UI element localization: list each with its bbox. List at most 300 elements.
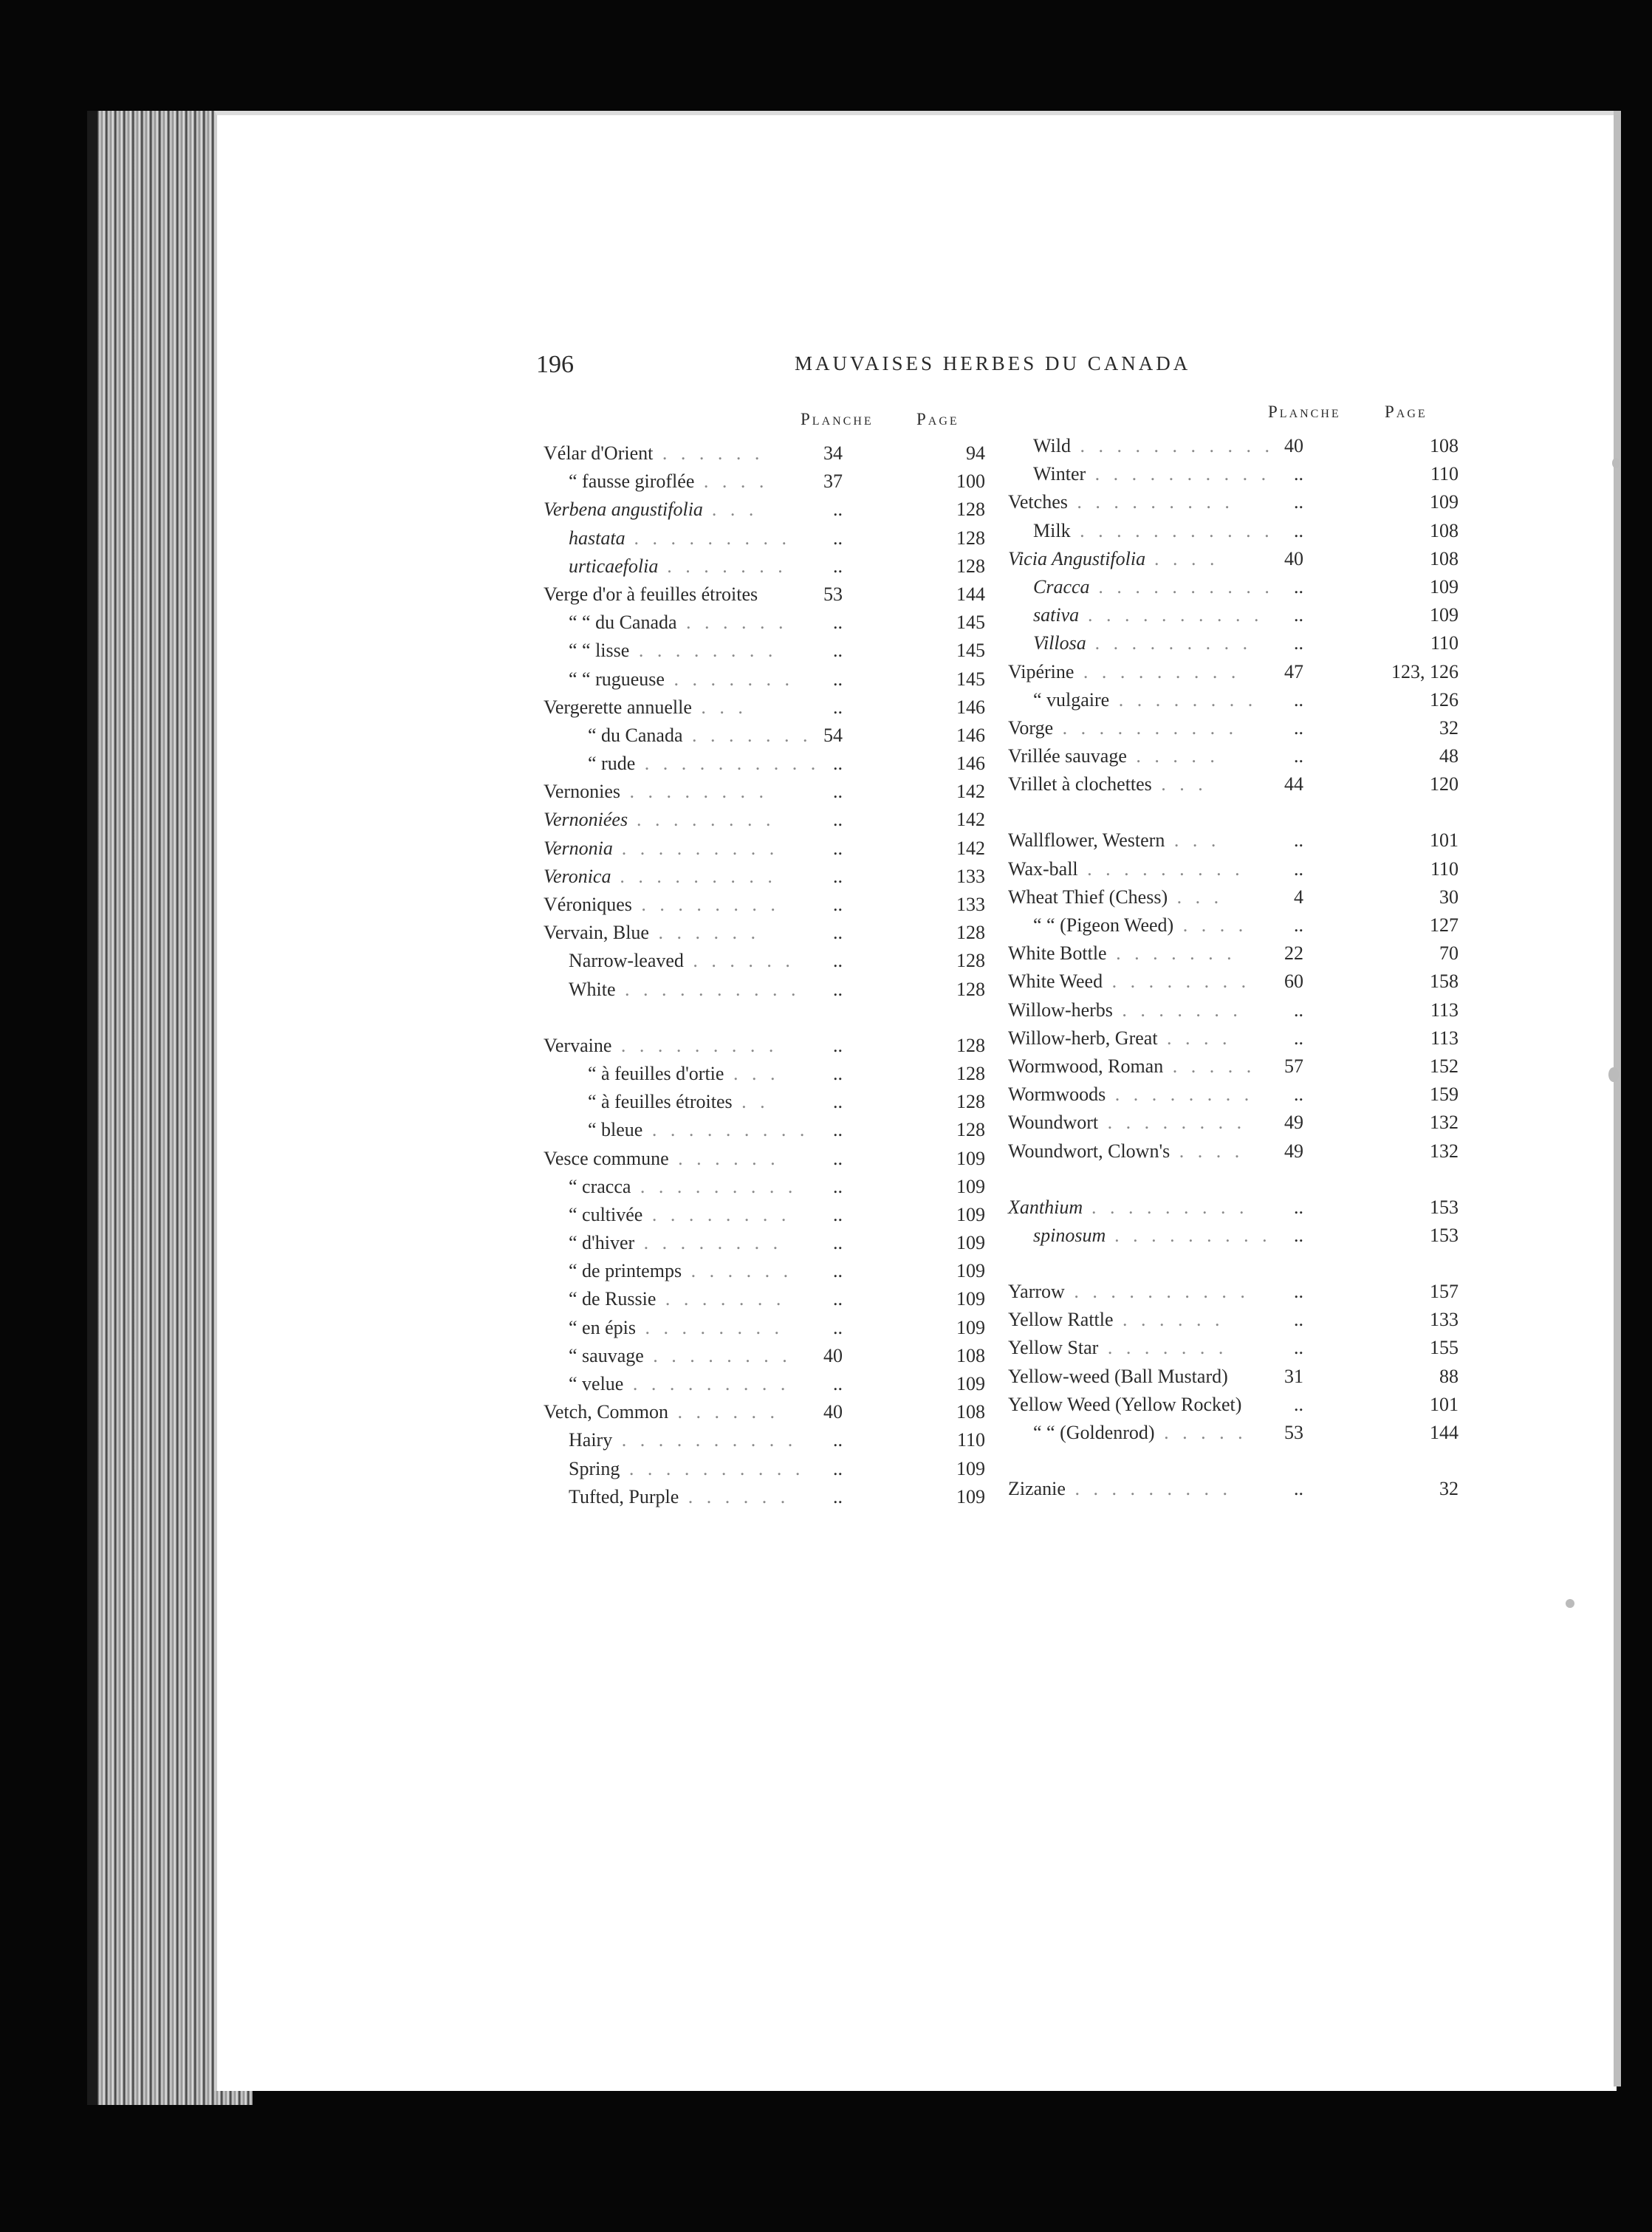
index-entry: [544, 468, 994, 496]
entry-label: sativa . . . . . . . . . .: [1033, 604, 1264, 626]
index-entry: [1008, 488, 1462, 516]
index-entry: [1008, 855, 1462, 883]
index-entry: [1008, 1363, 1462, 1391]
index-entry: [1008, 883, 1462, 911]
index-entry: [544, 552, 994, 581]
entry-page: 153: [1430, 1196, 1459, 1218]
entry-label: “ cracca . . . . . . . . .: [569, 1175, 798, 1197]
entry-planche: 34: [823, 442, 843, 464]
column-headings-left: [544, 410, 994, 439]
entry-planche: ..: [1294, 1224, 1303, 1246]
index-entry: [544, 1398, 994, 1426]
index-entry: [1008, 1278, 1462, 1306]
entry-page: 110: [1430, 857, 1459, 880]
entry-planche: ..: [1294, 829, 1303, 852]
index-entry: [1008, 1222, 1462, 1250]
entry-page: 30: [1439, 886, 1459, 908]
entry-planche: ..: [1294, 1196, 1303, 1218]
entry-page: 110: [1430, 632, 1459, 654]
entry-label: Verge d'or à feuilles étroites: [544, 583, 758, 605]
entry-page: 32: [1439, 1478, 1459, 1500]
entry-planche: 40: [1284, 547, 1303, 569]
entry-label: Vetches . . . . . . . . .: [1008, 491, 1234, 513]
entry-page: 157: [1430, 1281, 1459, 1303]
index-entry: [544, 1314, 994, 1342]
index-entry: [544, 1257, 994, 1285]
index-entry: [544, 1201, 994, 1229]
entry-page: 109: [1430, 575, 1459, 598]
index-entry: [1008, 1137, 1462, 1165]
entry-planche: ..: [1294, 688, 1303, 711]
entry-label: Vrillet à clochettes . . .: [1008, 773, 1207, 795]
entry-planche: ..: [833, 922, 843, 944]
entry-label: “ bleue . . . . . . . . .: [588, 1119, 809, 1141]
entry-planche: ..: [833, 1485, 843, 1507]
entry-label: Wormwood, Roman . . . . .: [1008, 1055, 1256, 1077]
entry-planche: ..: [833, 950, 843, 972]
index-entry: [544, 609, 994, 637]
entry-page: 128: [956, 499, 985, 521]
entry-planche: ..: [833, 1288, 843, 1310]
index-entry: [1008, 1081, 1462, 1109]
entry-planche: ..: [1294, 1281, 1303, 1303]
index-entry: [1008, 968, 1462, 996]
entry-planche: ..: [833, 1232, 843, 1254]
entry-page: 108: [1430, 519, 1459, 541]
entry-page: 133: [956, 865, 985, 887]
entry-planche: ..: [1294, 857, 1303, 880]
entry-planche: 57: [1284, 1055, 1303, 1077]
entry-page: 159: [1430, 1084, 1459, 1106]
entry-label: Vrillée sauvage . . . . .: [1008, 745, 1219, 767]
entry-planche: 4: [1294, 886, 1303, 908]
planche-heading: Planche: [1268, 403, 1341, 421]
index-entry: [544, 1173, 994, 1201]
entry-label: Narrow-leaved . . . . . .: [569, 950, 795, 972]
entry-planche: ..: [833, 1062, 843, 1084]
entry-planche: ..: [833, 1119, 843, 1141]
entry-page: 109: [956, 1373, 985, 1394]
entry-label: hastata . . . . . . . . .: [569, 527, 792, 549]
entry-planche: 53: [823, 583, 843, 605]
index-section-gap: [1008, 798, 1462, 826]
entry-planche: ..: [1294, 914, 1303, 936]
entry-label: “ “ lisse . . . . . . . .: [569, 640, 778, 662]
entry-label: Véroniques . . . . . . . .: [544, 894, 780, 915]
index-entry: [544, 1088, 994, 1116]
entry-label: Vernoniées . . . . . . . .: [544, 809, 776, 831]
page-number: 196: [536, 351, 574, 378]
index-column-right: [1008, 403, 1462, 1503]
index-entry: [544, 1285, 994, 1313]
book-spine-edge: [1614, 111, 1621, 2086]
entry-label: “ sauvage . . . . . . . .: [569, 1344, 792, 1366]
index-entry: [544, 665, 994, 694]
page-speck: [1612, 458, 1620, 468]
entry-planche: ..: [833, 1203, 843, 1225]
entry-page: 109: [956, 1457, 985, 1479]
entry-planche: 37: [823, 470, 843, 493]
entry-label: spinosum . . . . . . . . .: [1033, 1224, 1272, 1246]
entry-planche: 44: [1284, 773, 1303, 795]
entry-label: “ à feuilles d'ortie . . .: [588, 1062, 780, 1084]
entry-planche: ..: [833, 1091, 843, 1113]
entry-page: 108: [956, 1344, 985, 1366]
entry-planche: ..: [1294, 575, 1303, 598]
entry-planche: ..: [1294, 604, 1303, 626]
index-entry: [1008, 1306, 1462, 1334]
page-heading: Page: [916, 410, 959, 428]
index-entry: [1008, 517, 1462, 545]
entry-label: Wormwoods . . . . . . . .: [1008, 1084, 1254, 1106]
index-entry: [544, 694, 994, 722]
entry-page: 70: [1439, 942, 1459, 965]
entry-page: 132: [1430, 1140, 1459, 1162]
entry-label: “ “ (Goldenrod) . . . . .: [1033, 1422, 1247, 1443]
entry-page: 128: [956, 1091, 985, 1113]
entry-page: 88: [1439, 1365, 1459, 1387]
entry-planche: ..: [1294, 519, 1303, 541]
index-entry: [1008, 911, 1462, 939]
entry-page: 133: [1430, 1309, 1459, 1331]
index-entry: [1008, 573, 1462, 601]
entry-label: “ de Russie . . . . . . .: [569, 1288, 786, 1310]
entry-label: Woundwort, Clown's . . . .: [1008, 1140, 1244, 1162]
entry-label: Tufted, Purple . . . . . .: [569, 1485, 790, 1507]
entry-page: 128: [956, 978, 985, 1000]
entry-page: 123, 126: [1391, 660, 1459, 682]
entry-planche: ..: [833, 1175, 843, 1197]
entry-page: 109: [956, 1232, 985, 1254]
index-entry: [1008, 742, 1462, 770]
entry-label: Yellow-weed (Ball Mustard): [1008, 1365, 1228, 1387]
entry-page: 101: [1430, 1393, 1459, 1415]
entry-planche: ..: [833, 1147, 843, 1169]
entry-label: Woundwort . . . . . . . .: [1008, 1112, 1247, 1134]
entry-label: “ “ (Pigeon Weed) . . . .: [1033, 914, 1248, 936]
entry-page: 109: [956, 1175, 985, 1197]
entry-label: Wax-ball . . . . . . . . .: [1008, 857, 1244, 880]
index-entry: [1008, 1194, 1462, 1222]
index-entry: [544, 891, 994, 919]
page-heading: Page: [1385, 403, 1427, 421]
entry-planche: 40: [823, 1401, 843, 1423]
entry-page: 110: [1430, 463, 1459, 485]
entry-planche: ..: [1294, 1084, 1303, 1106]
entry-planche: 40: [1284, 435, 1303, 456]
entry-planche: ..: [833, 837, 843, 859]
entry-label: “ rude . . . . . . . . . .: [588, 753, 820, 775]
entry-page: 109: [956, 1288, 985, 1310]
index-entry: [544, 919, 994, 947]
entry-label: Vipérine . . . . . . . . .: [1008, 660, 1241, 682]
index-entry: [544, 947, 994, 975]
entry-page: 127: [1430, 914, 1459, 936]
index-entry: [1008, 1475, 1462, 1503]
entry-planche: ..: [1294, 716, 1303, 739]
entry-label: Milk . . . . . . . . . . .: [1033, 519, 1274, 541]
entry-planche: 40: [823, 1344, 843, 1366]
entry-page: 128: [956, 922, 985, 944]
entry-page: 133: [956, 894, 985, 915]
index-entry: [1008, 1109, 1462, 1137]
entry-planche: ..: [833, 809, 843, 831]
entry-label: Spring . . . . . . . . . .: [569, 1457, 805, 1479]
entry-page: 109: [956, 1147, 985, 1169]
entry-label: “ vulgaire . . . . . . . .: [1033, 688, 1258, 711]
entry-page: 109: [1430, 491, 1459, 513]
entry-planche: ..: [833, 696, 843, 718]
page-speck: [1608, 1067, 1619, 1082]
index-entry: [544, 1426, 994, 1454]
index-section-gap: [1008, 1447, 1462, 1475]
entry-planche: ..: [1294, 1393, 1303, 1415]
entry-page: 32: [1439, 716, 1459, 739]
entry-page: 128: [956, 1034, 985, 1056]
index-entry: [1008, 939, 1462, 968]
index-entry: [544, 637, 994, 665]
entry-page: 155: [1430, 1337, 1459, 1359]
entry-label: Hairy . . . . . . . . . .: [569, 1429, 798, 1451]
entry-label: White . . . . . . . . . .: [569, 978, 801, 1000]
entry-page: 48: [1439, 745, 1459, 767]
entry-label: “ en épis . . . . . . . .: [569, 1316, 784, 1338]
index-entry: [544, 1342, 994, 1370]
entry-planche: ..: [833, 555, 843, 577]
entry-label: “ velue . . . . . . . . .: [569, 1373, 790, 1394]
entry-page: 113: [1430, 1027, 1459, 1049]
entry-page: 109: [956, 1485, 985, 1507]
entry-planche: 54: [823, 724, 843, 746]
index-entry: [544, 1116, 994, 1144]
entry-page: 108: [956, 1401, 985, 1423]
index-entry: [1008, 432, 1462, 460]
entry-page: 100: [956, 470, 985, 493]
entry-planche: 49: [1284, 1140, 1303, 1162]
entry-label: “ cultivée . . . . . . . .: [569, 1203, 791, 1225]
entry-planche: 31: [1284, 1365, 1303, 1387]
entry-page: 128: [956, 527, 985, 549]
entry-page: 146: [956, 753, 985, 775]
entry-label: Veronica . . . . . . . . .: [544, 865, 778, 887]
entry-label: White Weed . . . . . . . .: [1008, 970, 1251, 993]
entry-planche: ..: [833, 499, 843, 521]
entry-planche: ..: [833, 1034, 843, 1056]
entry-planche: ..: [1294, 1478, 1303, 1500]
entry-label: “ fausse giroflée . . . .: [569, 470, 769, 493]
index-section-gap: [1008, 1250, 1462, 1278]
entry-page: 108: [1430, 435, 1459, 456]
entry-label: Cracca . . . . . . . . . .: [1033, 575, 1275, 598]
entry-planche: ..: [1294, 463, 1303, 485]
index-entry: [1008, 1391, 1462, 1419]
planche-heading: Planche: [801, 410, 874, 428]
index-entry: [544, 778, 994, 806]
entry-label: Wallflower, Western . . .: [1008, 829, 1221, 852]
entry-label: Zizanie . . . . . . . . .: [1008, 1478, 1232, 1500]
entry-planche: ..: [833, 978, 843, 1000]
entry-planche: ..: [833, 668, 843, 690]
entry-planche: ..: [1294, 1027, 1303, 1049]
index-section-gap: [1008, 1165, 1462, 1194]
entry-label: Yarrow . . . . . . . . . .: [1008, 1281, 1250, 1303]
entry-page: 152: [1430, 1055, 1459, 1077]
entry-label: Willow-herb, Great . . . .: [1008, 1027, 1232, 1049]
entry-page: 132: [1430, 1112, 1459, 1134]
entry-page: 128: [956, 555, 985, 577]
index-entry: [1008, 460, 1462, 488]
index-entry: [1008, 1334, 1462, 1362]
entry-planche: ..: [1294, 999, 1303, 1021]
entry-label: Vicia Angustifolia . . . .: [1008, 547, 1220, 569]
entry-label: “ “ du Canada . . . . . .: [569, 612, 788, 634]
entry-planche: ..: [833, 781, 843, 803]
entry-page: 126: [1430, 688, 1459, 711]
entry-planche: ..: [1294, 1337, 1303, 1359]
entry-page: 158: [1430, 970, 1459, 993]
entry-planche: 60: [1284, 970, 1303, 993]
entry-label: Wild . . . . . . . . . . .: [1033, 435, 1274, 456]
index-entry: [1008, 1419, 1462, 1447]
entry-label: Villosa . . . . . . . . .: [1033, 632, 1252, 654]
index-section-gap: [544, 1004, 994, 1032]
entry-planche: 47: [1284, 660, 1303, 682]
entry-planche: ..: [833, 1316, 843, 1338]
entry-page: 145: [956, 640, 985, 662]
entry-label: Vernonia . . . . . . . . .: [544, 837, 779, 859]
entry-label: Vergerette annuelle . . .: [544, 696, 747, 718]
entry-page: 109: [956, 1203, 985, 1225]
entry-page: 146: [956, 724, 985, 746]
entry-page: 142: [956, 809, 985, 831]
entry-planche: ..: [833, 612, 843, 634]
index-entry: [1008, 658, 1462, 686]
page-header: [536, 351, 1275, 380]
column-headings-right: [1008, 403, 1462, 432]
index-entry: [544, 439, 994, 468]
entry-label: Winter . . . . . . . . . .: [1033, 463, 1271, 485]
index-entry: [544, 976, 994, 1004]
entry-label: “ “ rugueuse . . . . . . .: [569, 668, 794, 690]
index-entry: [544, 1370, 994, 1398]
index-entry: [544, 1483, 994, 1511]
index-entry: [1008, 686, 1462, 714]
entry-planche: ..: [1294, 745, 1303, 767]
index-entry: [544, 581, 994, 609]
entry-planche: ..: [833, 527, 843, 549]
entry-label: “ d'hiver . . . . . . . .: [569, 1232, 783, 1254]
entry-label: Vetch, Common . . . . . .: [544, 1401, 779, 1423]
entry-page: 113: [1430, 999, 1459, 1021]
entry-planche: ..: [833, 1373, 843, 1394]
index-entry: [544, 1229, 994, 1257]
running-title: MAUVAISES HERBES DU CANADA: [795, 352, 1191, 374]
entry-label: Yellow Weed (Yellow Rocket): [1008, 1393, 1242, 1415]
entry-page: 109: [956, 1316, 985, 1338]
entry-page: 145: [956, 612, 985, 634]
entry-label: Vervaine . . . . . . . . .: [544, 1034, 778, 1056]
entry-planche: 49: [1284, 1112, 1303, 1134]
index-entry: [544, 1455, 994, 1483]
index-entry: [544, 722, 994, 750]
entry-label: “ de printemps . . . . . .: [569, 1260, 793, 1282]
entry-page: 108: [1430, 547, 1459, 569]
entry-page: 120: [1430, 773, 1459, 795]
entry-page: 109: [1430, 604, 1459, 626]
entry-label: Vorge . . . . . . . . . .: [1008, 716, 1238, 739]
entry-planche: 22: [1284, 942, 1303, 965]
index-entry: [1008, 545, 1462, 573]
index-entry: [1008, 601, 1462, 629]
entry-label: “ du Canada . . . . . . .: [588, 724, 812, 746]
page-speck: [1566, 1599, 1574, 1608]
index-entry: [544, 1060, 994, 1088]
entry-planche: ..: [1294, 1309, 1303, 1331]
entry-page: 142: [956, 781, 985, 803]
index-entry: [544, 863, 994, 891]
index-entry: [544, 496, 994, 524]
index-entry: [544, 835, 994, 863]
entry-label: urticaefolia . . . . . . .: [569, 555, 788, 577]
entry-planche: ..: [833, 865, 843, 887]
index-column-left: [544, 410, 994, 1511]
index-entry: [1008, 629, 1462, 657]
entry-page: 128: [956, 950, 985, 972]
index-entry: [544, 1032, 994, 1060]
entry-label: “ à feuilles étroites . .: [588, 1091, 770, 1113]
entry-planche: ..: [1294, 632, 1303, 654]
index-entry: [1008, 714, 1462, 742]
entry-planche: ..: [833, 640, 843, 662]
index-entry: [544, 806, 994, 834]
entry-label: Xanthium . . . . . . . . .: [1008, 1196, 1250, 1218]
entry-page: 146: [956, 696, 985, 718]
entry-planche: ..: [833, 894, 843, 915]
entry-planche: ..: [833, 1260, 843, 1282]
entry-label: Vernonies . . . . . . . .: [544, 781, 768, 803]
entry-page: 144: [956, 583, 985, 605]
entry-page: 145: [956, 668, 985, 690]
index-entry: [1008, 996, 1462, 1024]
entry-page: 142: [956, 837, 985, 859]
entry-page: 153: [1430, 1224, 1459, 1246]
entry-page: 144: [1430, 1422, 1459, 1443]
index-entry: [544, 524, 994, 552]
entry-label: Wheat Thief (Chess) . . .: [1008, 886, 1224, 908]
entry-label: Vervain, Blue . . . . . .: [544, 922, 760, 944]
entry-planche: 53: [1284, 1422, 1303, 1443]
entry-planche: ..: [833, 753, 843, 775]
index-entry: [544, 750, 994, 778]
entry-planche: ..: [833, 1429, 843, 1451]
index-entry: [1008, 770, 1462, 798]
entry-label: Yellow Rattle . . . . . .: [1008, 1309, 1224, 1331]
entry-planche: ..: [1294, 491, 1303, 513]
entry-page: 128: [956, 1062, 985, 1084]
index-entry: [1008, 1052, 1462, 1081]
entry-label: Willow-herbs . . . . . . .: [1008, 999, 1242, 1021]
entry-label: Verbena angustifolia . . .: [544, 499, 758, 521]
index-entry: [1008, 826, 1462, 855]
entry-planche: ..: [833, 1457, 843, 1479]
entry-label: Yellow Star . . . . . . .: [1008, 1337, 1228, 1359]
index-entry: [544, 1145, 994, 1173]
index-entry: [1008, 1024, 1462, 1052]
entry-page: 101: [1430, 829, 1459, 852]
entry-page: 128: [956, 1119, 985, 1141]
entry-label: Vélar d'Orient . . . . . .: [544, 442, 764, 464]
entry-page: 110: [956, 1429, 985, 1451]
